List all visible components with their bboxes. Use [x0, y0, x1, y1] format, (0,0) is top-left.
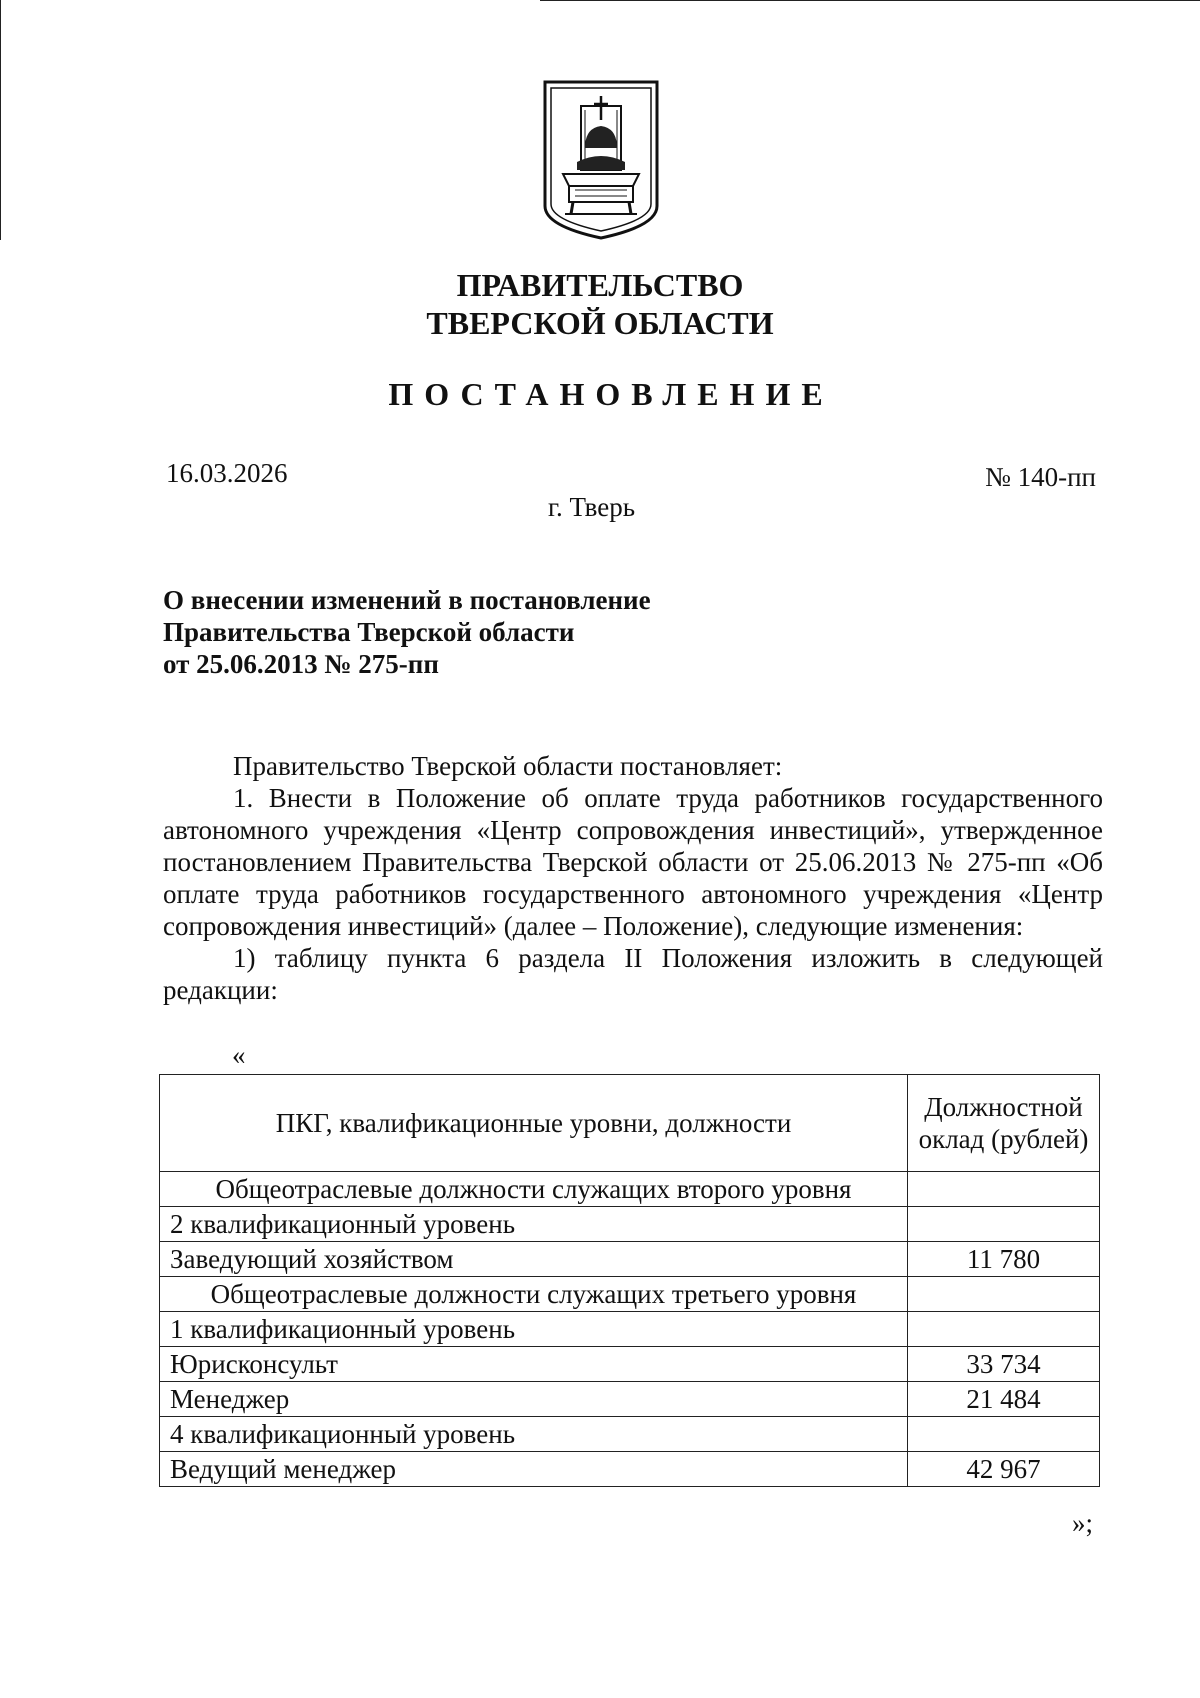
table-header-row	[160, 1075, 1100, 1172]
document-city: г. Тверь	[548, 492, 636, 522]
salary-cell: 42 967	[908, 1452, 1100, 1487]
salary-cell: 21 484	[908, 1382, 1100, 1417]
table-row	[160, 1347, 1100, 1382]
subject-line: О внесении изменений в постановление	[163, 585, 651, 615]
paragraph-item-1-1: 1) таблицу пункта 6 раздела II Положения изложить в следующей редакции:	[163, 943, 1103, 1005]
salary-cell: 11 780	[908, 1242, 1100, 1277]
table-row	[160, 1312, 1100, 1347]
document-body	[163, 750, 1103, 1006]
document-type: ПОСТАНОВЛЕНИЕ	[388, 376, 834, 412]
position-cell: Заведующий хозяйством	[160, 1242, 908, 1277]
salary-cell	[908, 1277, 1100, 1312]
salary-cell	[908, 1172, 1100, 1207]
header-position: ПКГ, квалификационные уровни, должности	[160, 1075, 908, 1172]
table-row	[160, 1277, 1100, 1312]
document-number: № 140-пп	[985, 462, 1096, 492]
scan-edge-top	[540, 0, 1200, 1]
paragraph-item-1: 1. Внести в Положение об оплате труда работников государственного автономного учреждения «Центр сопровождения инвестиций», утвержденное постановлением Правительства Тверской области от 25.06.2013 № 275-пп «Об оплате труда работников государственного автономного учреждения «Центр сопровождения инвестиций» (далее – Положение), следующие изменения:	[163, 783, 1103, 941]
close-quote: »;	[1072, 1508, 1094, 1538]
table-row	[160, 1172, 1100, 1207]
position-cell: Общеотраслевые должности служащих второго уровня	[160, 1172, 908, 1207]
subject-line: от 25.06.2013 № 275-пп	[163, 649, 439, 679]
tver-coat-of-arms-icon	[541, 78, 661, 240]
position-cell: Юрисконсульт	[160, 1347, 908, 1382]
position-cell: 2 квалификационный уровень	[160, 1207, 908, 1242]
government-name-line1: ПРАВИТЕЛЬСТВО	[456, 267, 744, 303]
subject-line: Правительства Тверской области	[163, 617, 575, 647]
table-row	[160, 1452, 1100, 1487]
table-row	[160, 1242, 1100, 1277]
document-subject	[163, 584, 651, 680]
position-cell: Общеотраслевые должности служащих третьего уровня	[160, 1277, 908, 1312]
header-salary: Должностной оклад (рублей)	[908, 1075, 1100, 1172]
table-row	[160, 1417, 1100, 1452]
scan-edge-left	[0, 0, 1, 240]
position-cell: Менеджер	[160, 1382, 908, 1417]
position-cell: 1 квалификационный уровень	[160, 1312, 908, 1347]
position-cell: 4 квалификационный уровень	[160, 1417, 908, 1452]
open-quote: «	[232, 1040, 246, 1070]
salary-table	[159, 1074, 1100, 1487]
government-name-line2: ТВЕРСКОЙ ОБЛАСТИ	[426, 305, 774, 341]
salary-cell: 33 734	[908, 1347, 1100, 1382]
salary-cell	[908, 1417, 1100, 1452]
table-row	[160, 1382, 1100, 1417]
preamble: Правительство Тверской области постановляет:	[233, 751, 783, 781]
salary-cell	[908, 1207, 1100, 1242]
table-row	[160, 1207, 1100, 1242]
position-cell: Ведущий менеджер	[160, 1452, 908, 1487]
document-date: 16.03.2026	[166, 458, 288, 488]
salary-cell	[908, 1312, 1100, 1347]
